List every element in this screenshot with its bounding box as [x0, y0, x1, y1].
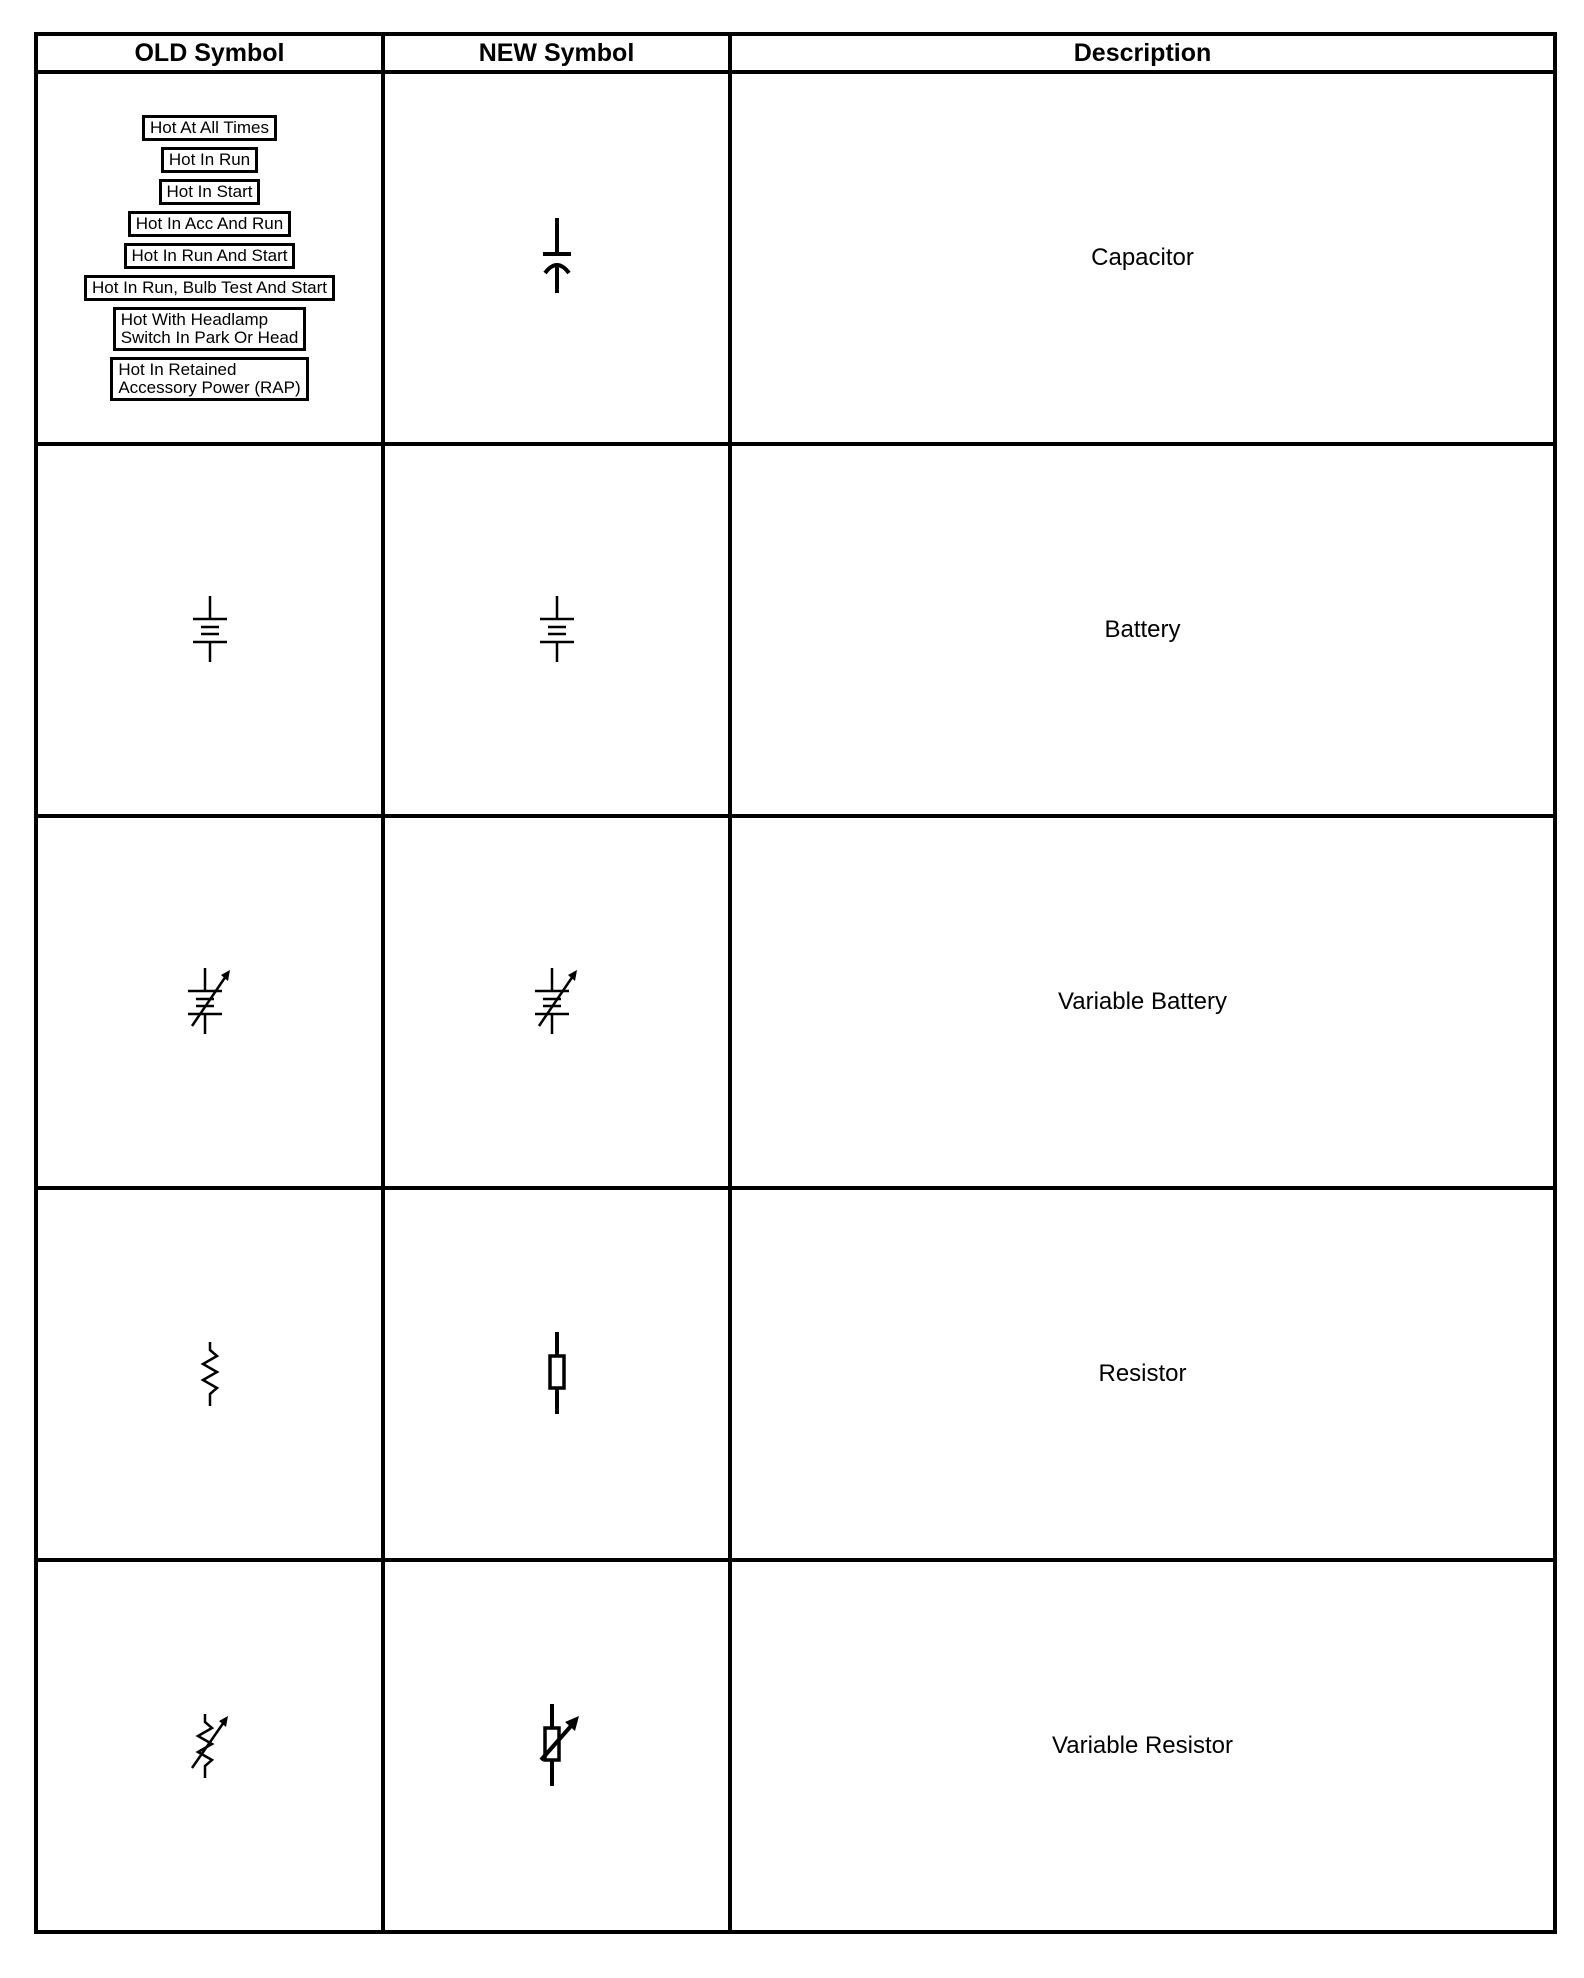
new-symbol-cell [383, 444, 730, 816]
new-symbol-cell [383, 72, 730, 444]
new-symbol-cell [383, 1560, 730, 1932]
legend-label: Hot In Run [161, 147, 258, 173]
description-text: Battery [1104, 616, 1181, 643]
legend-label: Hot At All Times [142, 115, 277, 141]
description-cell [730, 1560, 1555, 1932]
header-row [36, 34, 1555, 72]
description-text: Capacitor [1091, 244, 1194, 271]
circuit-legend [38, 115, 381, 401]
box-variable-resistor-icon [527, 1698, 587, 1794]
new-symbol-cell [383, 1188, 730, 1560]
table-row [36, 816, 1555, 1188]
legend-label: Hot With Headlamp Switch In Park Or Head [113, 307, 307, 351]
zigzag-variable-resistor-icon [180, 1706, 240, 1786]
table-row [36, 444, 1555, 816]
zigzag-resistor-icon [190, 1334, 230, 1414]
table-row [36, 1560, 1555, 1932]
new-symbol-cell [383, 816, 730, 1188]
old-symbol-cell [36, 1188, 383, 1560]
description-cell [730, 1188, 1555, 1560]
battery-icon [185, 590, 235, 670]
header-old-symbol: OLD Symbol [36, 34, 383, 72]
description-text: Variable Resistor [1052, 1732, 1233, 1759]
legend-label: Hot In Run And Start [124, 243, 296, 269]
old-symbol-cell [36, 444, 383, 816]
symbol-table [34, 32, 1557, 1934]
variable-battery-icon [180, 962, 240, 1042]
capacitor-icon [537, 213, 577, 303]
variable-battery-icon [527, 962, 587, 1042]
old-symbol-cell [36, 72, 383, 444]
old-symbol-cell [36, 1560, 383, 1932]
legend-label: Hot In Retained Accessory Power (RAP) [110, 357, 308, 401]
legend-label: Hot In Start [159, 179, 261, 205]
legend-label: Hot In Run, Bulb Test And Start [84, 275, 335, 301]
description-text: Resistor [1098, 1360, 1187, 1387]
battery-icon [532, 590, 582, 670]
description-text: Variable Battery [1058, 988, 1227, 1015]
old-symbol-cell [36, 816, 383, 1188]
description-cell [730, 444, 1555, 816]
header-description: Description [730, 34, 1555, 72]
header-new-symbol: NEW Symbol [383, 34, 730, 72]
table-row [36, 1188, 1555, 1560]
table-row [36, 72, 1555, 444]
description-cell [730, 72, 1555, 444]
legend-label: Hot In Acc And Run [128, 211, 291, 237]
description-cell [730, 816, 1555, 1188]
box-resistor-icon [537, 1326, 577, 1422]
